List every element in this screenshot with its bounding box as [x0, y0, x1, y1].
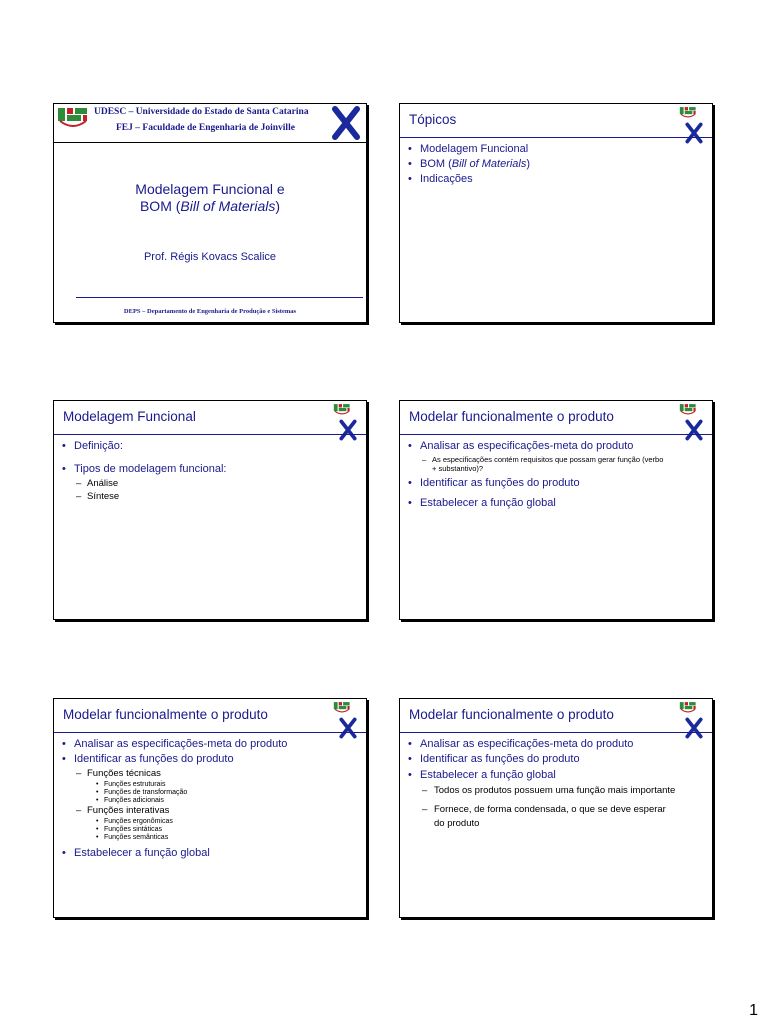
- page-number: 1: [749, 1002, 758, 1019]
- title-divider: [400, 137, 712, 138]
- faculty-name: FEJ – Faculdade de Engenharia de Joinville: [116, 123, 295, 133]
- sub-item: – Todos os produtos possuem uma função mais importante: [422, 785, 676, 796]
- sub-sub-item: • Funções ergonômicas: [96, 818, 173, 825]
- bullet-item: • Estabelecer a função global: [408, 497, 556, 509]
- title-divider: [54, 732, 366, 733]
- university-name: UDESC – Universidade do Estado de Santa Catarina: [94, 107, 309, 117]
- title-divider: [400, 434, 712, 435]
- title-divider: [400, 732, 712, 733]
- sub-item: – Síntese: [76, 491, 120, 502]
- bullet-item: • BOM (Bill of Materials): [408, 158, 531, 170]
- sub-item: – Análise: [76, 478, 119, 489]
- bullet-item: • Modelagem Funcional: [408, 143, 529, 155]
- bullet-item: • Tipos de modelagem funcional:: [62, 463, 227, 475]
- slide-content: [408, 143, 706, 188]
- slide-topics: [399, 103, 713, 323]
- logo-small-icon: [677, 701, 707, 739]
- presentation-title-line1: Modelagem Funcional e: [135, 181, 285, 197]
- sub-sub-item: • Funções semânticas: [96, 834, 169, 841]
- slide-content: [62, 738, 360, 862]
- divider: [76, 297, 363, 298]
- bullet-item: • Identificar as funções do produto: [62, 753, 234, 765]
- department: DEPS – Departamento de Engenharia de Produção e Sistemas: [123, 308, 297, 315]
- bullet-item: • Identificar as funções do produto: [408, 753, 580, 765]
- slide-content: [408, 738, 706, 836]
- bullet-item: • Estabelecer a função global: [408, 769, 556, 781]
- sub-item: – Fornece, de forma condensada, o que se deve esperar do produto: [422, 804, 666, 829]
- bullet-item: • Indicações: [408, 173, 473, 185]
- sub-sub-item: • Funções sintáticas: [96, 826, 162, 833]
- bullet-item: • Analisar as especificações-meta do produto: [408, 738, 634, 750]
- bullet-item: • Definição:: [62, 440, 123, 452]
- slide-title-text: Modelagem Funcional: [63, 409, 196, 424]
- logo-small-icon: [677, 403, 707, 441]
- author: Prof. Régis Kovacs Scalice: [143, 251, 277, 263]
- slide-title-text: Modelar funcionalmente o produto: [409, 707, 614, 722]
- sub-item: – Funções interativas: [76, 805, 170, 816]
- slide-title-text: Modelar funcionalmente o produto: [63, 707, 268, 722]
- slide-title-text: Tópicos: [409, 112, 457, 127]
- bullet-item: • Analisar as especificações-meta do produto: [408, 440, 634, 452]
- sub-sub-item: • Funções estruturais: [96, 781, 166, 788]
- slide-header: [54, 104, 366, 143]
- fej-logo: [329, 105, 363, 141]
- udesc-logo: [56, 106, 90, 139]
- slide-modelagem: [53, 400, 367, 620]
- slide-modelar-3: [399, 698, 713, 918]
- bullet-item: • Analisar as especificações-meta do produto: [62, 738, 288, 750]
- logo-small-icon: [677, 106, 707, 144]
- slide-title: [53, 103, 367, 323]
- slide-modelar-1: [399, 400, 713, 620]
- title-divider: [54, 434, 366, 435]
- sub-item: – Funções técnicas: [76, 768, 161, 779]
- bullet-item: • Estabelecer a função global: [62, 847, 210, 859]
- sub-sub-item: • Funções de transformação: [96, 789, 188, 796]
- logo-small-icon: [331, 403, 361, 441]
- slide-content: [62, 440, 360, 504]
- slide-content: [408, 440, 706, 512]
- logo-small-icon: [331, 701, 361, 739]
- sub-item: – As especificações contém requisitos que possam gerar função (verbo + substantivo)?: [422, 455, 664, 473]
- bullet-item: • Identificar as funções do produto: [408, 477, 580, 489]
- presentation-title-line2: BOM (Bill of Materials): [139, 198, 281, 214]
- slide-title-text: Modelar funcionalmente o produto: [409, 409, 614, 424]
- sub-sub-item: • Funções adicionais: [96, 797, 164, 804]
- slide-modelar-2: [53, 698, 367, 918]
